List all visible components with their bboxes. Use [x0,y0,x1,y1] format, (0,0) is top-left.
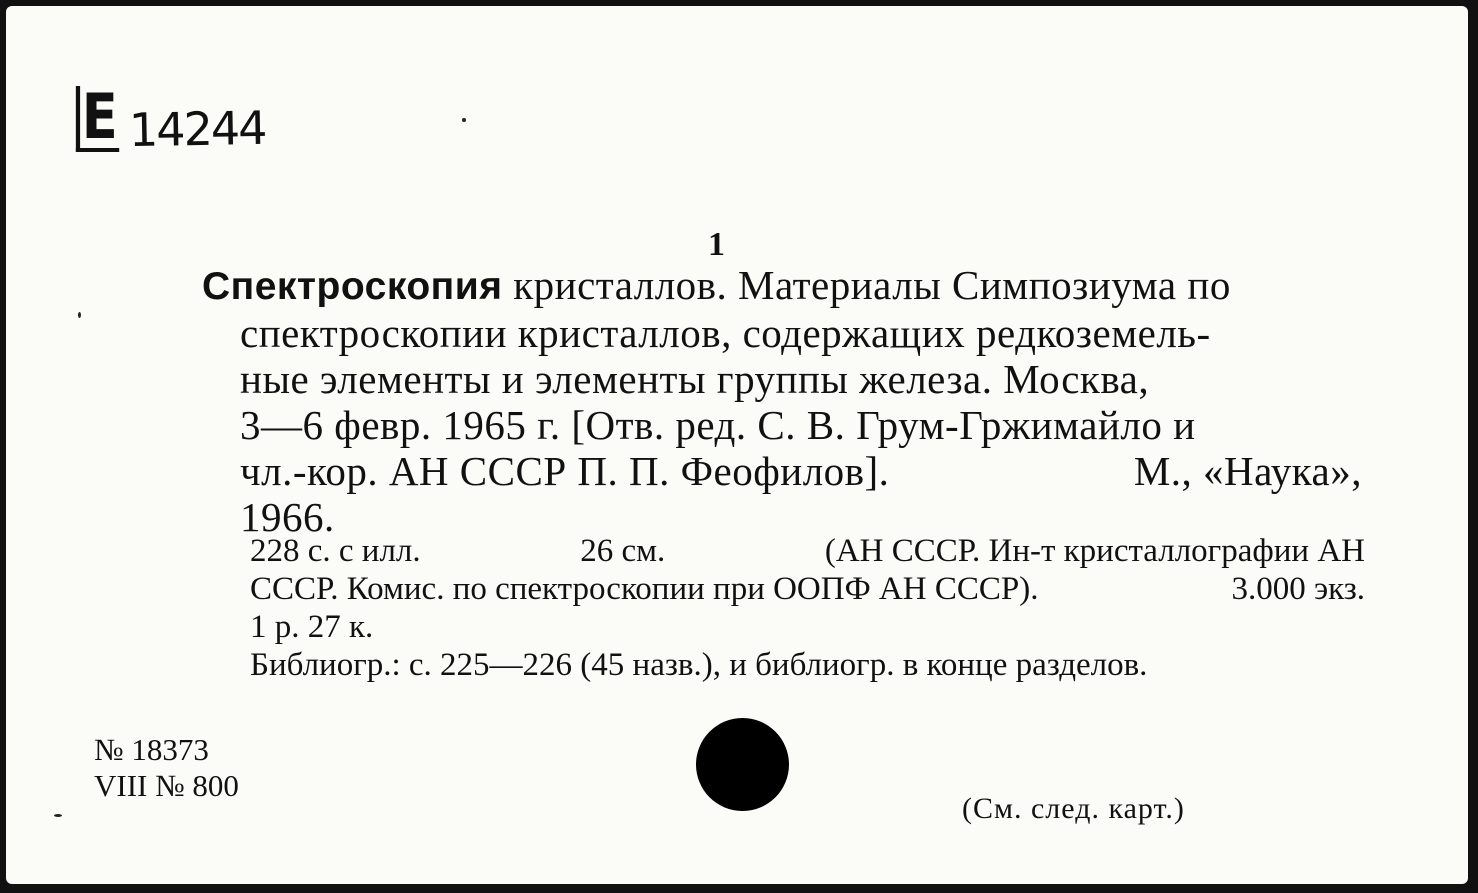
entry-line-5-imprint: М., «Наука», [1133,448,1362,494]
card-numbers [94,732,239,804]
entry-line-6: 1966. [240,494,335,540]
entry-lead-word: Спектроскопия [202,265,503,308]
shelfmark [72,80,267,158]
entry-line-4: 3—6 февр. 1965 г. [Отв. ред. С. В. Грум-Гржимайло и [240,402,1196,448]
shelfmark-number: 14244 [128,100,267,158]
collation-series-b: СССР. Комис. по спектроскопии при ООПФ АН СССР). [250,571,1039,607]
shelfmark-letter: E [76,86,120,152]
collation-row-4 [250,646,1365,684]
bibliographic-entry [202,262,1362,540]
collation-size: 26 см. [580,533,666,569]
ink-speck [78,312,81,318]
continuation-note: (См. след. карт.) [962,792,1185,825]
entry-line-2: спектроскопии кристаллов, содержащих редкоземель- [240,310,1211,356]
collation-row-2 [250,570,1365,608]
entry-line-1 [202,262,1362,310]
collation-series-a: (АН СССР. Ин-т кристаллографии АН [824,533,1365,569]
punch-hole [696,718,789,811]
collation-row-3 [250,608,1365,646]
collation-block [250,532,1365,684]
entry-line-5-editors: чл.-кор. АН СССР П. П. Феофилов]. [240,448,890,494]
ink-speck [54,814,62,817]
collation-copies: 3.000 экз. [1231,571,1365,607]
entry-line-1-rest: кристаллов. Материалы Симпозиума по [513,262,1231,308]
collation-row-1 [250,532,1365,570]
accession-number: № 18373 [94,732,209,767]
collation-bibliography: Библиогр.: с. 225—226 (45 назв.), и библиогр. в конце разделов. [250,647,1148,683]
ink-speck [462,118,466,122]
collation-price: 1 р. 27 к. [250,609,374,645]
entry-line-5 [202,448,1362,494]
card-index-number: 1 [708,226,725,263]
collation-pages: 228 с. с илл. [250,533,421,569]
entry-line-3: ные элементы и элементы группы железа. Москва, [240,356,1150,402]
register-number: VIII № 800 [94,768,239,803]
catalog-card [6,6,1468,884]
